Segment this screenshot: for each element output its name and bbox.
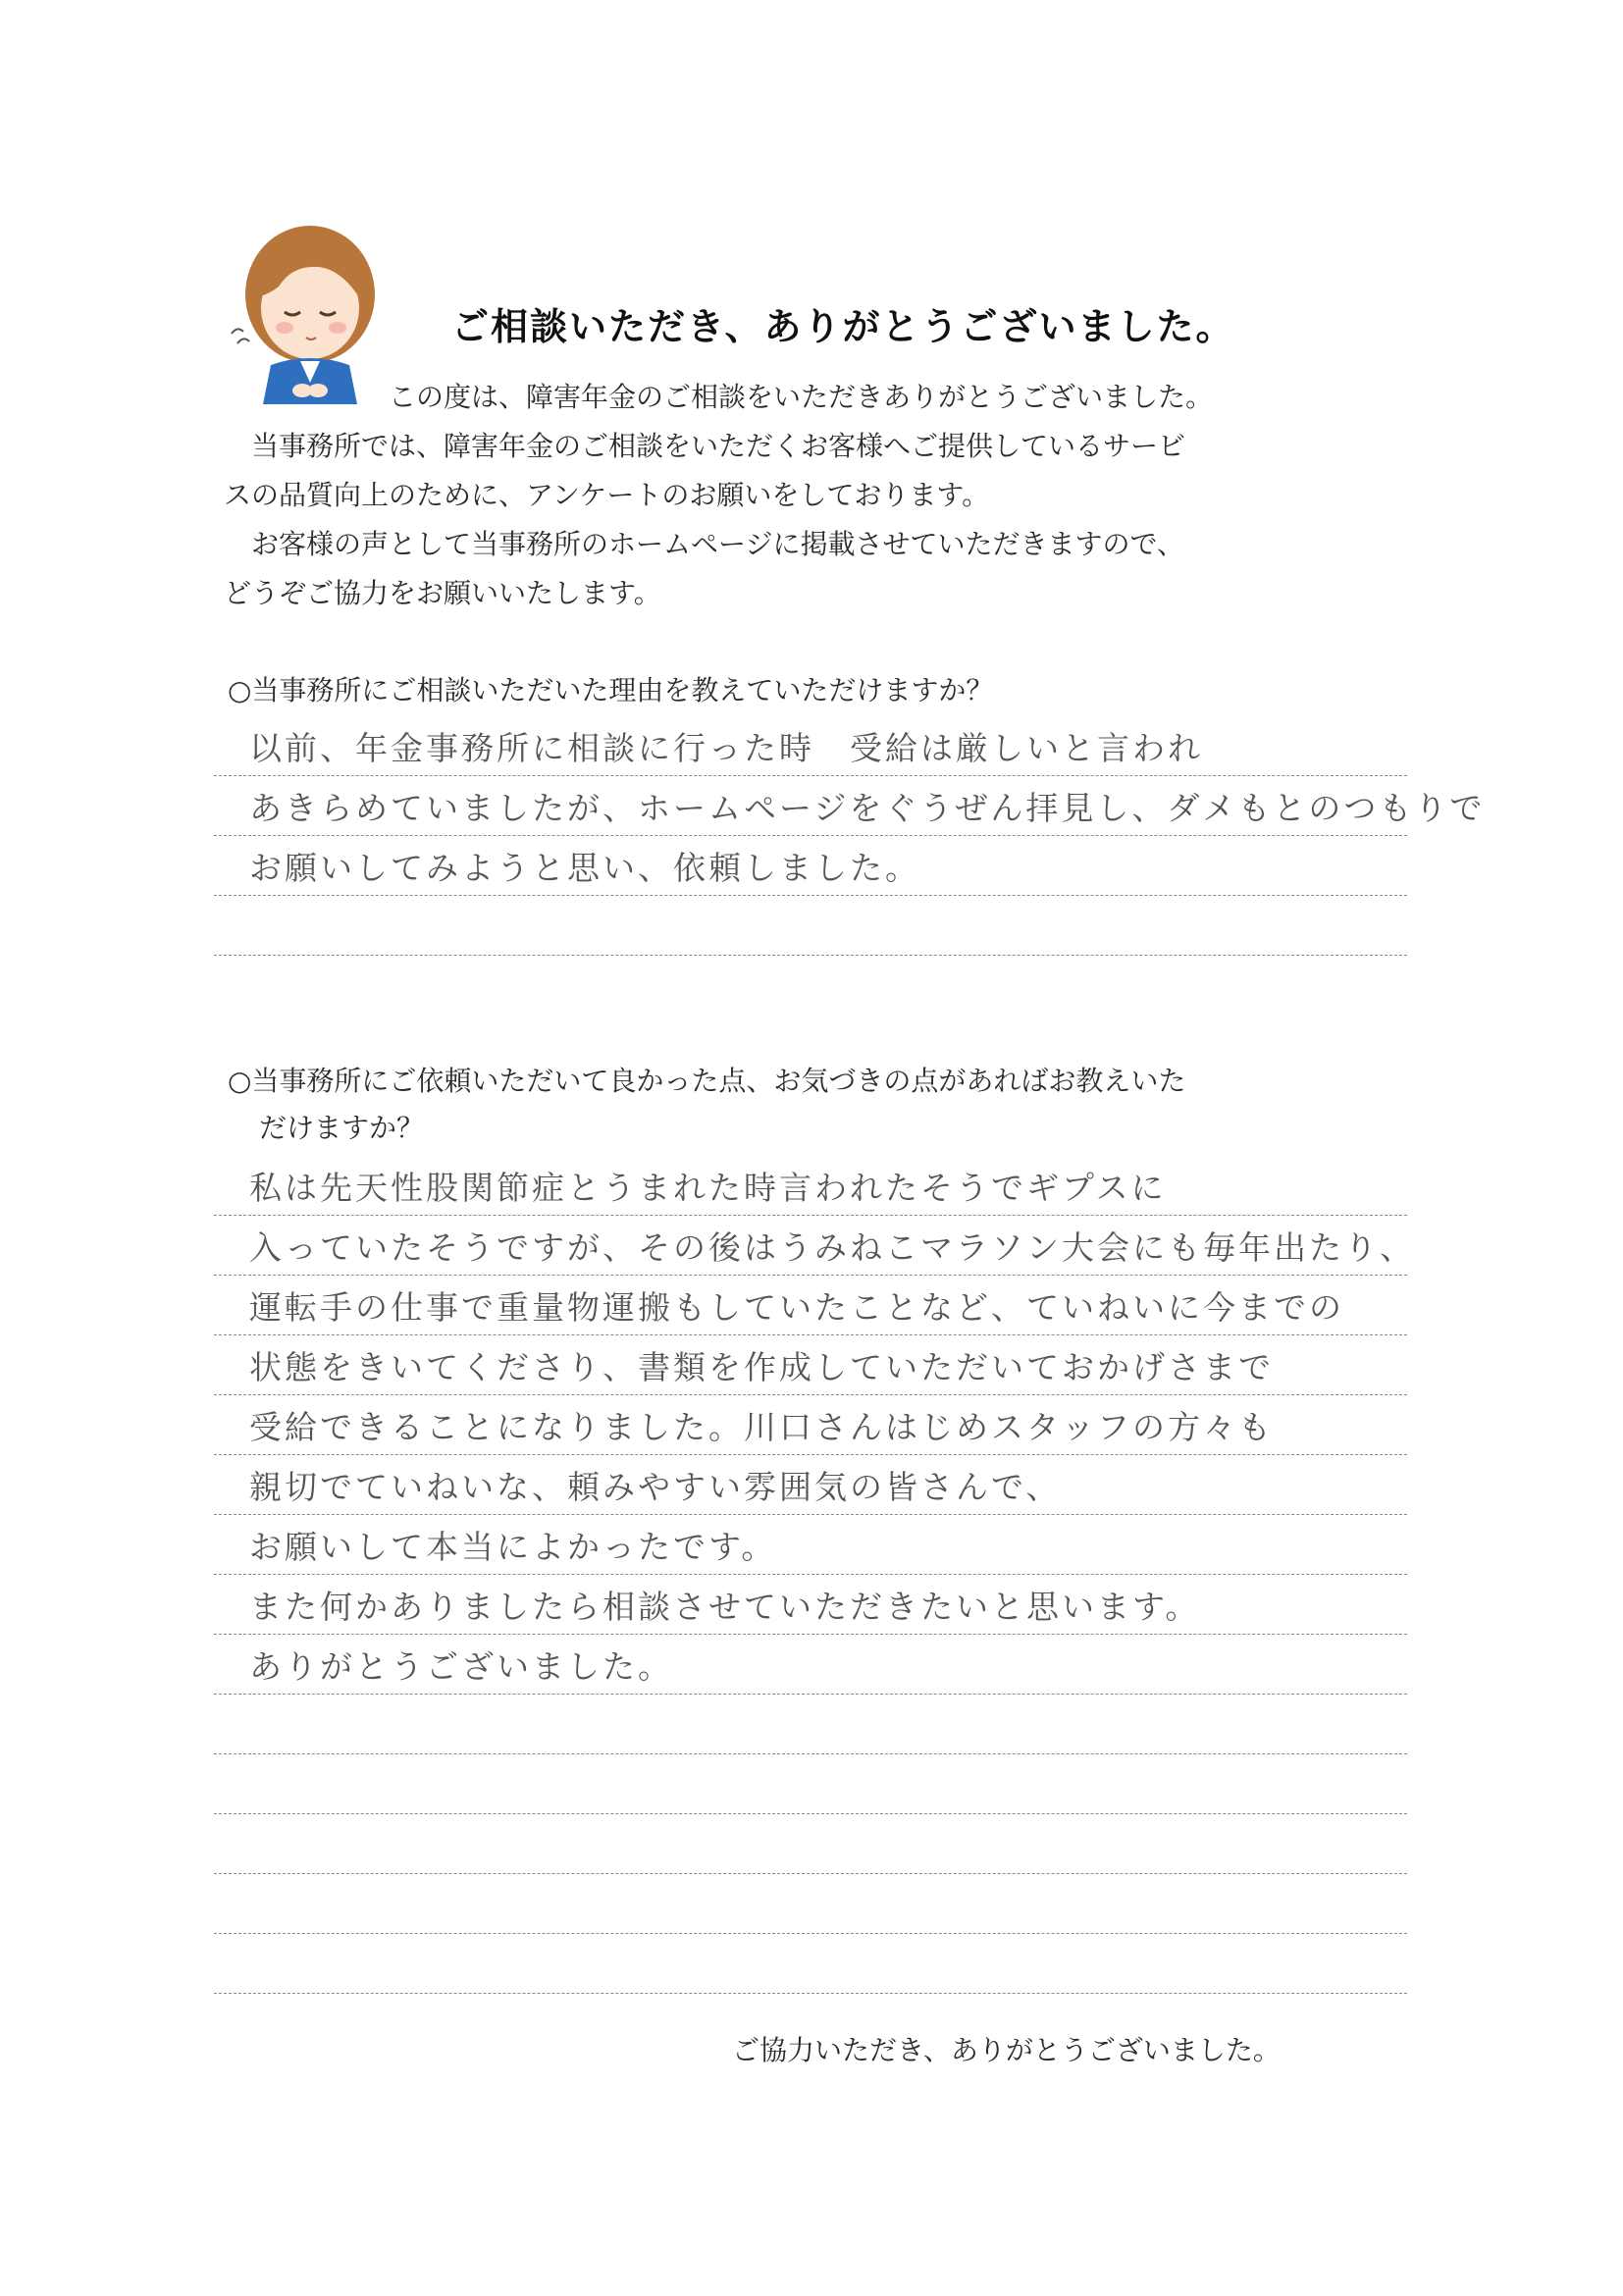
answer-text: お願いして本当によかったです。 xyxy=(249,1528,777,1566)
answer-line xyxy=(214,1874,1407,1934)
answer-line xyxy=(214,1335,1407,1395)
answer-1-area xyxy=(214,716,1486,956)
closing-thanks: ご協力いただき、ありがとうございました。 xyxy=(732,2034,1281,2066)
answer-2-area xyxy=(214,1156,1415,1994)
answer-text: また何かありましたら相談させていただきたいと思います。 xyxy=(249,1588,1201,1626)
answer-text: 受給できることになりました。川口さんはじめスタッフの方々も xyxy=(249,1408,1274,1446)
answer-text: 状態をきいてくださり、書類を作成していただいておかげさまで xyxy=(249,1348,1274,1386)
answer-text: 親切でていねいな、頼みやすい雰囲気の皆さんで、 xyxy=(249,1468,1062,1506)
intro-line: この度は、障害年金のご相談をいただきありがとうございました。 xyxy=(224,381,1214,413)
answer-line xyxy=(214,836,1407,896)
answer-line xyxy=(214,1515,1407,1575)
answer-line xyxy=(214,1276,1407,1335)
intro-paragraph xyxy=(224,373,1421,618)
answer-line xyxy=(214,1156,1407,1216)
intro-line: どうぞご協力をお願いいたします。 xyxy=(224,577,661,609)
question-2-text-line-2: だけますか？ xyxy=(259,1112,425,1144)
intro-line: スの品質向上のために、アンケートのお願いをしております。 xyxy=(224,479,990,511)
answer-line xyxy=(214,1216,1415,1276)
answer-text: 以前、年金事務所に相談に行った時 受給は厳しいと言われ xyxy=(249,729,1203,767)
answer-line xyxy=(214,716,1407,776)
answer-line xyxy=(214,1455,1407,1515)
question-1 xyxy=(228,667,1435,714)
answer-text: 私は先天性股関節症とうまれた時言われたそうでギプスに xyxy=(249,1169,1167,1207)
answer-line xyxy=(214,776,1486,836)
answer-text: 運転手の仕事で重量物運搬もしていたことなど、ていねいに今までの xyxy=(249,1288,1344,1327)
answer-text: あきらめていましたが、ホームページをぐうぜん拝見し、ダメもとのつもりで xyxy=(249,789,1486,827)
answer-line xyxy=(214,896,1407,956)
question-1-text: ○当事務所にご相談いただいた理由を教えていただけますか？ xyxy=(228,674,994,706)
page-title: ご相談いただき、ありがとうございました。 xyxy=(451,305,1235,348)
answer-text: 入っていたそうですが、その後はうみねこマラソン大会にも毎年出たり、 xyxy=(249,1228,1415,1267)
intro-line: お客様の声として当事務所のホームページに掲載させていただきますので、 xyxy=(224,528,1184,560)
answer-line xyxy=(214,1695,1407,1754)
answer-line xyxy=(214,1395,1407,1455)
answer-line xyxy=(214,1934,1407,1994)
answer-text: ありがとうございました。 xyxy=(249,1647,673,1686)
question-2-text-line-1: ○当事務所にご依頼いただいて良かった点、お気づきの点があればお教えいた xyxy=(228,1065,1186,1097)
answer-line xyxy=(214,1814,1407,1874)
intro-line: 当事務所では、障害年金のご相談をいただくお客様へご提供しているサービ xyxy=(224,430,1186,462)
answer-line xyxy=(214,1754,1407,1814)
answer-line xyxy=(214,1635,1407,1695)
answer-line xyxy=(214,1575,1407,1635)
answer-text: お願いしてみようと思い、依頼しました。 xyxy=(249,849,920,887)
question-2 xyxy=(228,1058,1435,1152)
